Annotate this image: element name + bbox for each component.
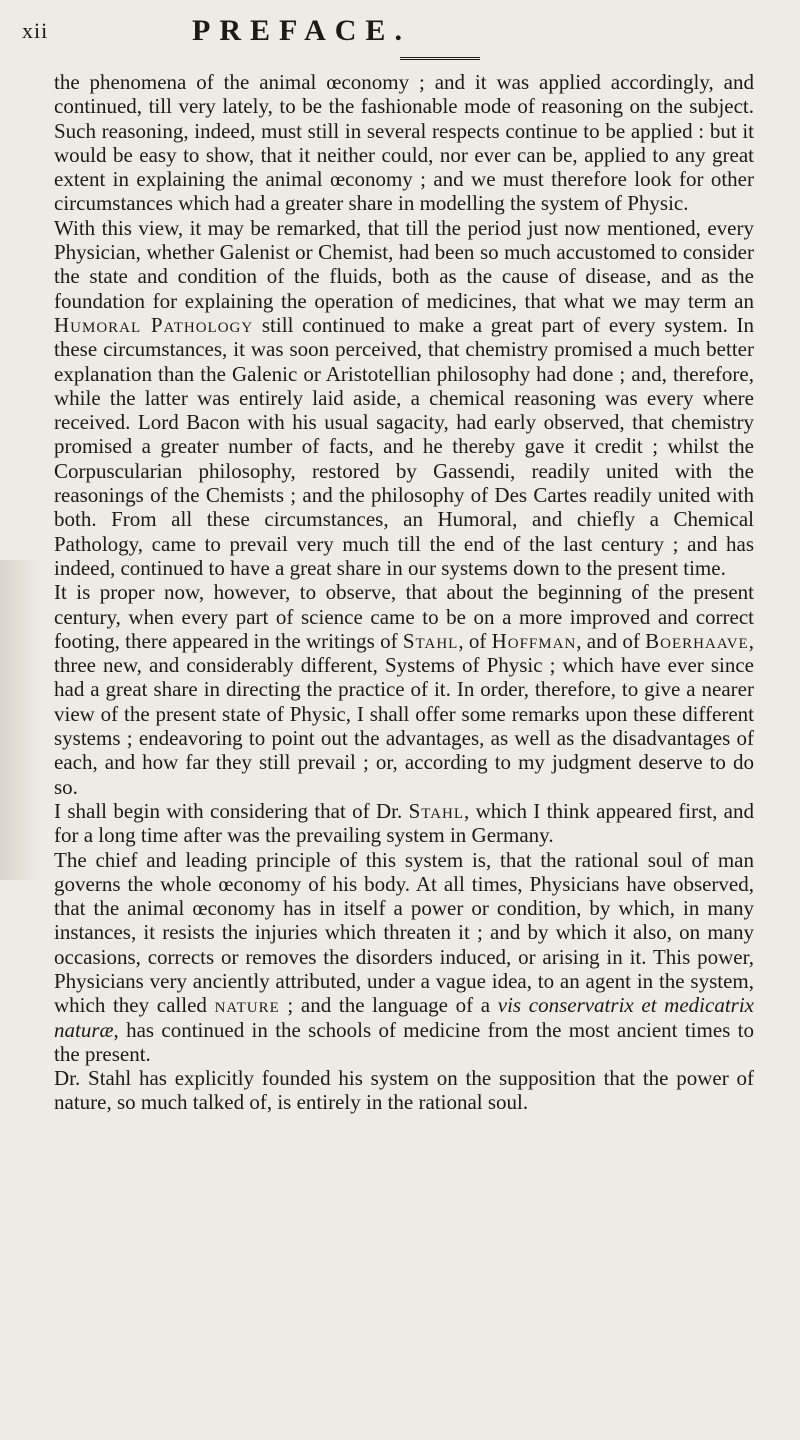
text-segment: still continued to make a great part of every system. In these circumstances, it was soon perceived, that chemistry promised a much better explanation than the Galenic or Aristotellian philosophy had done ; and, therefore, while the latter was entirely laid aside, a chemical reasoning was every where received. Lord Bacon with his usual sagacity, had early observed, that chemistry promised a greater number of facts, and he thereby gave it credit ; whilst the Corpuscularian philosophy, restored by Gassendi, readily united with the reasonings of the Chemists ; and the philosophy of Des Cartes readily united with both. From all these circumstances, an Humoral, and chiefly a Chemical Pathology, came to prevail very much till the end of the last century ; and has indeed, continued to have a great share in our systems down to the present time. — [54, 312, 754, 580]
text-segment: Humoral Pathology — [54, 312, 254, 337]
text-segment: ; and the language of a — [279, 993, 498, 1018]
running-head — [22, 12, 772, 52]
text-segment: The chief and leading principle of this system is, that the rational soul of man governs the whole œconomy of his body. At all times, Physicians have observed, that the animal œconomy has in itself a power or condition, by which, in many instances, it resists the injuries which threaten it ; and by which it also, on many occasions, corrects or removes the disorders induced, or arising in it. This power, Physicians very anciently attributed, under a vague idea, to an agent in the system, which they called — [54, 847, 754, 1018]
body-text — [54, 70, 754, 1115]
text-segment: , three new, and considerably different, Systems of Physic ; which have ever since had a great share in directing the practice of it. In order, therefore, to give a nearer view of the present state of Physic, I shall offer some remarks upon these different systems ; endeavoring to point out the advantages, as well as the disadvantages of each, and how far they still prevail ; or, according to my judgment deserve to do so. — [54, 628, 754, 799]
text-segment: vis conservatrix et medicatrix naturæ — [54, 993, 754, 1042]
text-segment: Hoffman — [491, 628, 577, 653]
text-segment: With this view, it may be remarked, that till the period just now mentioned, every Physician, whether Galenist or Chemist, had been so much accustomed to consider the state and condition of the fluids, both as the cause of disease, and as the foundation for explaining the operation of medicines, that what we may term an — [54, 215, 754, 313]
paragraph-p1 — [54, 70, 754, 216]
text-segment: It is proper now, however, to observe, that about the beginning of the present century, when every part of science came to be on a more improved and correct footing, there appeared in the writings of — [54, 580, 754, 653]
text-segment: nature — [214, 993, 280, 1018]
text-segment: , which I think appeared first, and for a long time after was the prevailing system in Germany. — [54, 798, 754, 848]
paragraph-p4 — [54, 799, 754, 848]
page-shadow — [0, 560, 38, 880]
title-rule — [400, 57, 480, 60]
page-title: PREFACE. — [192, 14, 411, 47]
text-segment: Boerhaave — [645, 628, 749, 653]
text-segment: Stahl — [408, 798, 465, 823]
text-segment: , and of — [576, 628, 646, 653]
page-number: xii — [22, 18, 49, 43]
paragraph-p6 — [54, 1066, 754, 1115]
text-segment: , of — [458, 628, 492, 653]
paragraph-p5 — [54, 848, 754, 1067]
paragraph-p2 — [54, 216, 754, 580]
text-segment: the phenomena of the animal œconomy ; and it was applied accordingly, and continued, till very lately, to be the fashionable mode of reasoning on the subject. Such reasoning, indeed, must still in several respects continue to be applied : but it would be easy to show, that it neither could, nor ever can be, applied to any great extent in explaining the animal œconomy ; and we must therefore look for other circumstances which had a greater share in modelling the system of Physic. — [54, 70, 754, 216]
text-segment: , has continued in the schools of medicine from the most ancient times to the present. — [54, 1017, 754, 1066]
paragraph-p3 — [54, 580, 754, 799]
text-segment: I shall begin with considering that of Dr. — [54, 798, 409, 823]
text-segment: Dr. Stahl has explicitly founded his system on the supposition that the power of nature, so much talked of, is entirely in the rational soul. — [54, 1066, 754, 1115]
text-segment: Stahl — [402, 628, 459, 653]
